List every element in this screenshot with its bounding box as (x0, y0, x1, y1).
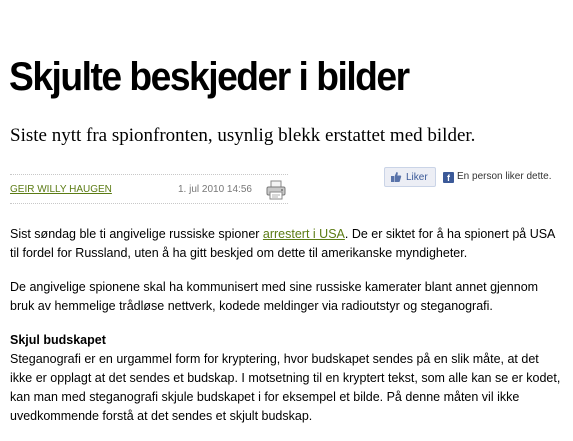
byline (10, 174, 288, 204)
facebook-icon: f (443, 172, 454, 183)
like-count-text: En person liker dette. (457, 171, 552, 182)
article-title: Skjulte beskjeder i bilder (9, 55, 409, 99)
paragraph-1 (10, 225, 562, 263)
arrested-in-usa-link[interactable]: arrestert i USA (262, 227, 345, 241)
paragraph-1-text-start: Sist søndag ble ti angivelige russiske spioner (10, 227, 263, 241)
author-link[interactable]: GEIR WILLY HAUGEN (10, 184, 112, 195)
like-button[interactable] (384, 167, 436, 187)
print-icon[interactable] (265, 179, 287, 201)
paragraph-2: De angivelige spionene skal ha kommunisert med sine russiske kamerater blant annet gjennom bruk av hemmelige trådløse nettverk, kodede meldinger via radioutstyr og steganografi. (10, 280, 539, 313)
thumbs-up-icon (390, 171, 402, 183)
subheading: Skjul budskapet (10, 333, 106, 347)
paragraph-3: Steganografi er en urgammel form for kryptering, hvor budskapet sendes på en slik måte, at det ikke er opplagt at det sendes et budskap. I motsetning til en kryptert tekst, som alle kan se er kodet, kan man med steganografi skjule budskapet i for eksempel et bilde. På denne måten vil ikke uvedkommende forstå at det sendes et skjult budskap. (10, 352, 561, 423)
paragraph-1-text-end: . De er siktet for å ha spionert på USA til fordel for Russland, uten å ha gitt beskjed om dette til amerikanske myndigheter. (10, 227, 555, 260)
article-lead: Siste nytt fra spionfronten, usynlig blekk erstattet med bilder. (10, 125, 476, 146)
publish-date: 1. jul 2010 14:56 (178, 184, 252, 195)
article-body (10, 225, 562, 441)
like-button-label: Liker (406, 172, 428, 183)
